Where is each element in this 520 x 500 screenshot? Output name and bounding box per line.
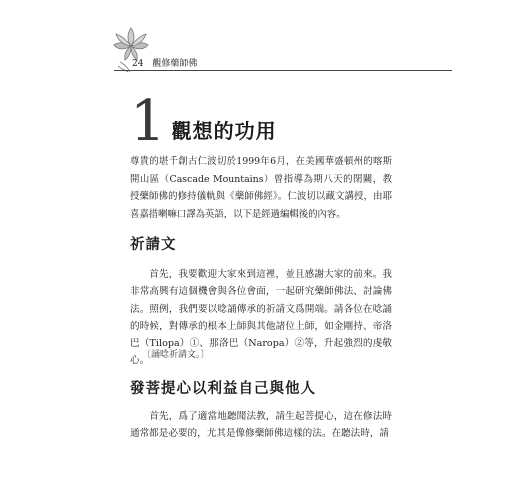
running-header [132, 56, 197, 69]
section-heading-bodhicitta: 發菩提心以利益自己與他人 [130, 380, 316, 397]
page-number: 24 [132, 59, 144, 69]
recitation-note: 〔誦唸祈請文。〕 [142, 350, 210, 360]
book-title: 觀修藥師佛 [152, 59, 198, 69]
intro-text: 尊貴的堪千創古仁波切於1999年6月，在美國華盛頓州的喀斯開山區（Cascade Mountains）曾指導為期八天的閉關，教授藥師佛的修持儀軌與《藥師佛經》。仁波切以藏文講授，由耶喜嘉措喇嘛口譯為英語，以下是經過編輯後的內容。 [130, 156, 392, 220]
chapter-title: 觀想的功用 [171, 119, 277, 143]
prayer-paragraph: 首先，我要歡迎大家來到這裡，並且感謝大家的前來。我非常高興有這個機會與各位會面，一起研究藥師佛法、討論佛法。照例，我們要以唸誦傳承的祈請文爲開端。請各位在唸誦的時候，對傳承的根本上師與其他諸位上師，如金剛持、帝洛巴（Tilopa）①、那洛巴（Naropa）②等，升起強烈的虔敬心。 [130, 269, 392, 367]
section-heading-prayer: 祈請文 [130, 236, 177, 253]
section-body-bodhicitta [130, 408, 392, 443]
intro-paragraph [130, 153, 392, 223]
chapter-number: 1 [130, 89, 166, 154]
header-divider [114, 70, 452, 71]
bodhicitta-paragraph: 首先，爲了適當地聽聞法教，請生起菩提心，這在修法時通常都是必要的，尤其是像修藥師佛這樣的法。在聽法時，請 [130, 411, 392, 440]
chapter-heading [130, 89, 277, 154]
